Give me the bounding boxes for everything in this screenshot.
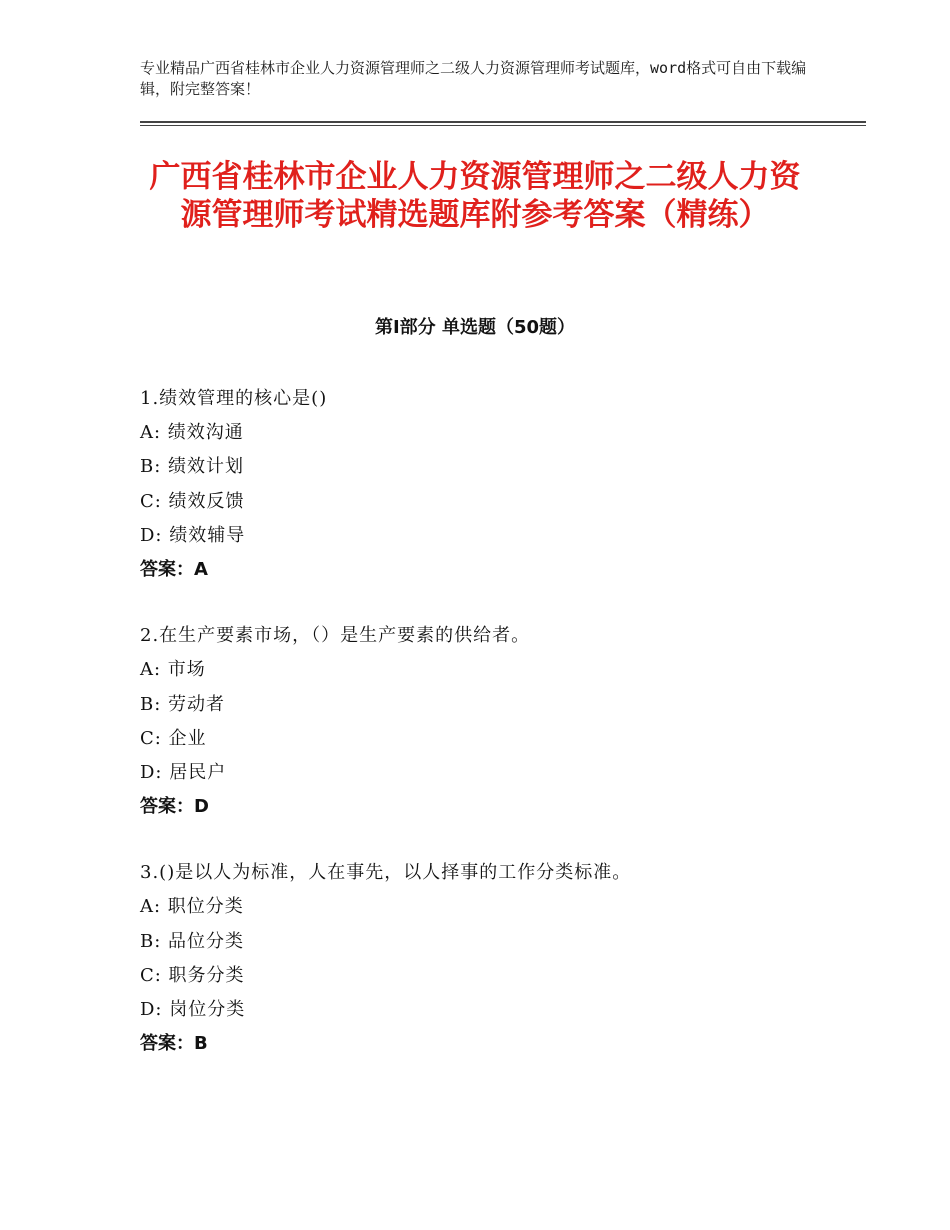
option-c: C: 企业 — [140, 727, 207, 749]
question-list — [140, 382, 860, 1093]
answer-line: 答案：B — [140, 1033, 208, 1055]
question-2 — [140, 619, 860, 824]
option-b: B: 劳动者 — [140, 693, 226, 715]
option-a: A: 职位分类 — [140, 896, 244, 918]
option-a: A: 市场 — [140, 659, 206, 681]
option-b: B: 品位分类 — [140, 930, 245, 952]
section-title: 第Ⅰ部分 单选题（50题） — [374, 317, 575, 338]
question-1 — [140, 382, 860, 587]
question-stem: 1.绩效管理的核心是() — [140, 388, 328, 409]
option-b: B: 绩效计划 — [140, 456, 245, 478]
option-d: D: 居民户 — [140, 761, 227, 783]
option-c: C: 职务分类 — [140, 964, 245, 986]
header-rule-thin — [140, 125, 866, 126]
question-3 — [140, 856, 860, 1061]
option-d: D: 绩效辅导 — [140, 524, 246, 546]
answer-line: 答案：D — [140, 796, 209, 818]
option-d: D: 岗位分类 — [140, 999, 246, 1020]
option-a: A: 绩效沟通 — [140, 422, 244, 444]
option-c: C: 绩效反馈 — [140, 490, 245, 512]
header-note: 专业精品广西省桂林市企业人力资源管理师之二级人力资源管理师考试题库，word格式可自由下载编辑，附完整答案！ — [140, 59, 807, 98]
question-stem: 2.在生产要素市场，（）是生产要素的供给者。 — [140, 625, 531, 647]
question-stem: 3.()是以人为标准，人在事先，以人择事的工作分类标准。 — [140, 862, 632, 884]
document-title: 广西省桂林市企业人力资源管理师之二级人力资源管理师考试精选题库附参考答案（精练） — [149, 159, 801, 233]
header-rule-thick — [140, 121, 866, 123]
answer-line: 答案：A — [140, 558, 208, 580]
